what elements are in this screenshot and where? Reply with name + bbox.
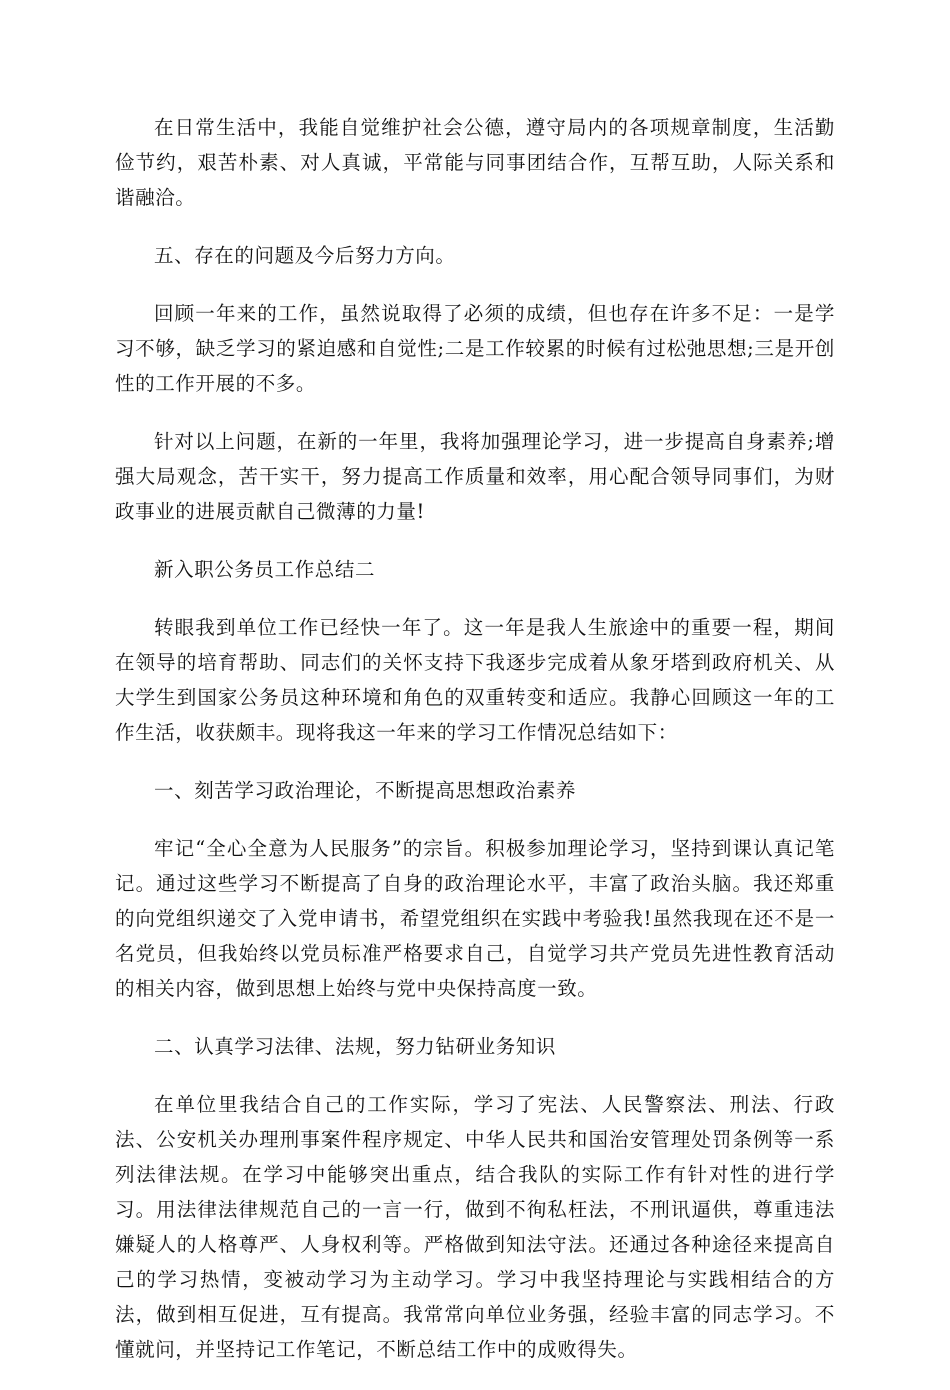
paragraph-plans: 针对以上问题，在新的一年里，我将加强理论学习，进一步提高自身素养;增强大局观念，苦干实干，努力提高工作质量和效率，用心配合领导同事们，为财政事业的进展贡献自己微薄的力量! [115,430,835,523]
section-title-summary-two: 新入职公务员工作总结二 [154,558,376,581]
section-heading-political-study: 一、刻苦学习政治理论，不断提高思想政治素养 [154,779,577,802]
paragraph-law-study: 在单位里我结合自己的工作实际，学习了宪法、人民警察法、刑法、行政法、公安机关办理刑事案件程序规定、中华人民共和国治安管理处罚条例等一系列法律法规。在学习中能够突出重点，结合我队的实际工作有针对性的进行学习。用法律法律规范自己的一言一行，做到不徇私枉法，不刑讯逼供，尊重违法嫌疑人的人格尊严、人身权利等。严格做到知法守法。还通过各种途径来提高自己的学习热情，变被动学习为主动学习。学习中我坚持理论与实践相结合的方法，做到相互促进，互有提高。我常常向单位业务强，经验丰富的同志学习。不懂就问，并坚持记工作笔记，不断总结工作中的成败得失。 [115,1093,835,1361]
document-body [115,110,835,1390]
paragraph-daily-life: 在日常生活中，我能自觉维护社会公德，遵守局内的各项规章制度，生活勤俭节约，艰苦朴素、对人真诚，平常能与同事团结合作，互帮互助，人际关系和谐融洽。 [115,116,835,209]
section-heading-problems: 五、存在的问题及今后努力方向。 [154,244,456,267]
paragraph-intro: 转眼我到单位工作已经快一年了。这一年是我人生旅途中的重要一程，期间在领导的培育帮助、同志们的关怀支持下我逐步完成着从象牙塔到政府机关、从大学生到国家公务员这种环境和角色的双重转变和适应。我静心回顾这一年的工作生活，收获颇丰。现将我这一年来的学习工作情况总结如下： [115,616,835,744]
section-heading-law-study: 二、认真学习法律、法规，努力钻研业务知识 [154,1035,557,1058]
paragraph-political-study: 牢记“全心全意为人民服务”的宗旨。积极参加理论学习，坚持到课认真记笔记。通过这些学习不断提高了自身的政治理论水平，丰富了政治头脑。我还郑重的向党组织递交了入党申请书，希望党组织在实践中考验我!虽然我现在还不是一名党员，但我始终以党员标准严格要求自己，自觉学习共产党员先进性教育活动的相关内容，做到思想上始终与党中央保持高度一致。 [115,837,835,1000]
paragraph-review: 回顾一年来的工作，虽然说取得了必须的成绩，但也存在许多不足：一是学习不够，缺乏学习的紧迫感和自觉性;二是工作较累的时候有过松弛思想;三是开创性的工作开展的不多。 [115,302,835,395]
